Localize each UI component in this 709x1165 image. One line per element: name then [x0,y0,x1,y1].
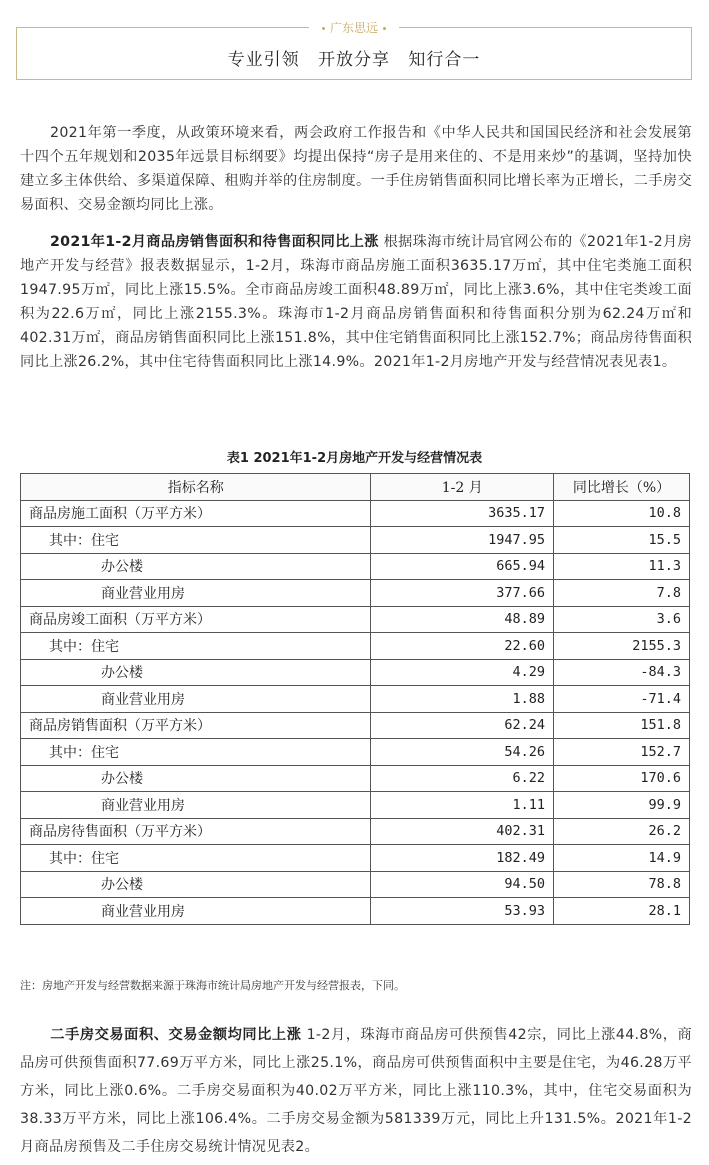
growth-value: 26.2 [554,818,690,845]
indicator-name: 商业营业用房 [21,792,371,819]
period-value: 377.66 [371,580,554,607]
period-value: 22.60 [371,633,554,660]
header-growth: 同比增长（%） [554,474,690,501]
indicator-name: 商业营业用房 [21,898,371,925]
period-value: 6.22 [371,765,554,792]
table-row [21,898,690,925]
growth-value: 152.7 [554,739,690,766]
period-value: 94.50 [371,871,554,898]
dot-icon [383,27,386,30]
period-value: 54.26 [371,739,554,766]
table-row [21,871,690,898]
growth-value: 15.5 [554,527,690,554]
indicator-name: 商业营业用房 [21,686,371,713]
period-value: 48.89 [371,606,554,633]
table-row [21,792,690,819]
indicator-name: 其中：住宅 [21,845,371,872]
indicator-name: 办公楼 [21,765,371,792]
table-row [21,553,690,580]
growth-value: 78.8 [554,871,690,898]
table-row [21,527,690,554]
development-table [20,473,690,925]
growth-value: -84.3 [554,659,690,686]
growth-value: 11.3 [554,553,690,580]
indicator-name: 办公楼 [21,659,371,686]
growth-value: 2155.3 [554,633,690,660]
table-row [21,633,690,660]
slogan-3: 知行合一 [408,50,481,70]
growth-value: 14.9 [554,845,690,872]
intro-paragraph [20,121,692,217]
growth-value: 28.1 [554,898,690,925]
table-body [21,500,690,924]
indicator-name: 商业营业用房 [21,580,371,607]
intro-text: 2021年第一季度，从政策环境来看，两会政府工作报告和《中华人民共和国国民经济和社会发展第十四个五年规划和2035年远景目标纲要》均提出保持“房子是用来住的、不是用来炒”的基调，坚持加快建立多主体供给、多渠道保障、租购并举的住房制度。一手住房销售面积同比增长率为正增长，二手房交易面积、交易金额均同比上涨。 [20,125,692,213]
growth-value: 170.6 [554,765,690,792]
indicator-name: 办公楼 [21,871,371,898]
table-row [21,845,690,872]
header-indicator: 指标名称 [21,474,371,501]
header-banner [16,21,692,80]
period-value: 62.24 [371,712,554,739]
sales-text: 根据珠海市统计局官网公布的《2021年1-2月房地产开发与经营》报表数据显示，1-2月，珠海市商品房施工面积3635.17万㎡，其中住宅类施工面积1947.95万㎡，同比上涨15.5%。全市商品房竣工面积48.89万㎡，同比上涨3.6%，其中住宅类竣工面积为22.6万㎡，同比上涨2155.3%。珠海市1-2月商品房销售面积和待售面积分别为62.24万㎡和402.31万㎡，商品房销售面积同比上涨151.8%，其中住宅销售面积同比上涨152.7%；商品房待售面积同比上涨26.2%，其中住宅待售面积同比上涨14.9%。2021年1-2月房地产开发与经营情况表见表1。 [20,234,692,370]
growth-value: 7.8 [554,580,690,607]
slogan-2: 开放分享 [318,50,390,70]
slogan [17,45,691,70]
table-row [21,659,690,686]
growth-value: 151.8 [554,712,690,739]
resale-heading: 二手房交易面积、交易金额均同比上涨 [50,1027,302,1043]
indicator-name: 商品房待售面积（万平方米） [21,818,371,845]
growth-value: -71.4 [554,686,690,713]
period-value: 3635.17 [371,500,554,527]
indicator-name: 商品房竣工面积（万平方米） [21,606,371,633]
period-value: 1947.95 [371,527,554,554]
table-row [21,686,690,713]
table-row [21,580,690,607]
table-note: 注：房地产开发与经营数据来源于珠海市统计局房地产开发与经营报表，下同。 [20,979,405,992]
table-row [21,606,690,633]
header-period: 1-2 月 [371,474,554,501]
table-row [21,765,690,792]
period-value: 665.94 [371,553,554,580]
brand-text: 广东思远 [329,21,379,35]
period-value: 4.29 [371,659,554,686]
table-title: 表1 2021年1-2月房地产开发与经营情况表 [226,451,483,466]
table-row [21,818,690,845]
growth-value: 99.9 [554,792,690,819]
period-value: 1.11 [371,792,554,819]
period-value: 53.93 [371,898,554,925]
table-row [21,739,690,766]
sales-heading: 2021年1-2月商品房销售面积和待售面积同比上涨 [50,234,379,250]
indicator-name: 办公楼 [21,553,371,580]
indicator-name: 其中：住宅 [21,527,371,554]
resale-paragraph [20,1021,692,1161]
table-row [21,712,690,739]
period-value: 1.88 [371,686,554,713]
period-value: 402.31 [371,818,554,845]
sales-paragraph [20,230,692,374]
table-header-row [21,474,690,501]
indicator-name: 其中：住宅 [21,633,371,660]
indicator-name: 商品房销售面积（万平方米） [21,712,371,739]
dot-icon [322,27,325,30]
resale-text: 1-2月，珠海市商品房可供预售42宗，同比上涨44.8%，商品房可供预售面积77.69万平方米，同比上涨25.1%，商品房可供预售面积中主要是住宅，为46.28万平方米，同比上涨0.6%。二手房交易面积为40.02万平方米，同比上涨110.3%，其中，住宅交易面积为38.33万平方米，同比上涨106.4%。二手房交易金额为581339万元，同比上升131.5%。2021年1-2月商品房预售及二手住房交易统计情况见表2。 [20,1027,693,1155]
period-value: 182.49 [371,845,554,872]
indicator-name: 商品房施工面积（万平方米） [21,500,371,527]
growth-value: 3.6 [554,606,690,633]
brand-label [309,19,399,36]
slogan-1: 专业引领 [227,50,300,70]
growth-value: 10.8 [554,500,690,527]
table-row [21,500,690,527]
indicator-name: 其中：住宅 [21,739,371,766]
